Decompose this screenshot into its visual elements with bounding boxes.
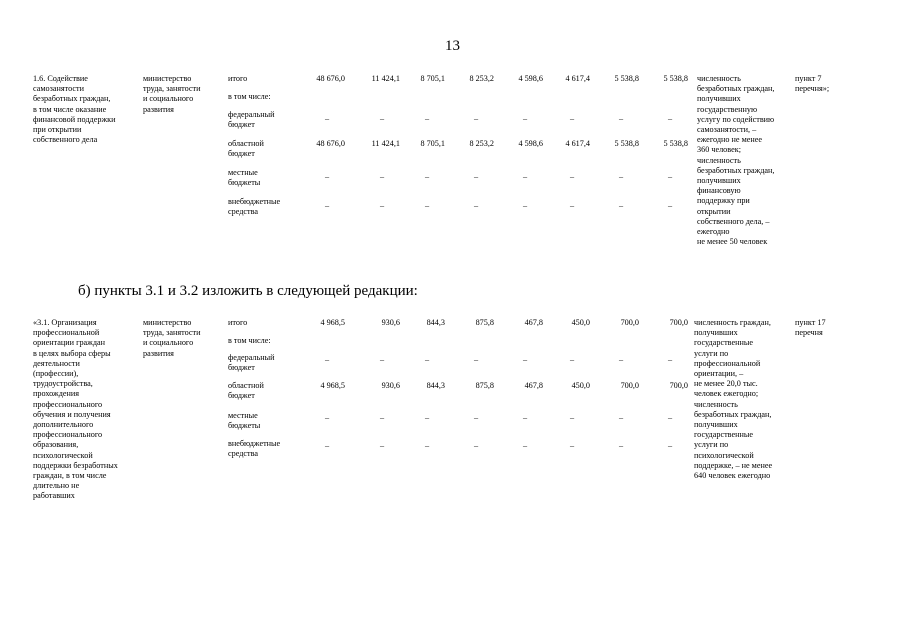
row-value: 8 705,1 bbox=[420, 139, 445, 148]
row-value: 48 676,0 bbox=[316, 139, 345, 148]
row-value: – bbox=[668, 413, 673, 422]
item-3-1-text: «3.1. Организация профессиональной ориентации граждан в целях выбора сферы деятельности (профессии), трудоустройства, прохождения профессионального обучения и получения дополнительного профессионального образования, психологической поддержки безработных граждан, в том числе длительно не работавших bbox=[33, 318, 118, 501]
row-value: – bbox=[474, 413, 479, 422]
row-label: областной бюджет bbox=[228, 381, 264, 401]
executor-3-1: министерство труда, занятости и социального развития bbox=[143, 318, 201, 358]
row-value: – bbox=[619, 413, 624, 422]
row-value: – bbox=[619, 355, 624, 364]
row-value: – bbox=[570, 355, 575, 364]
row-value: 467,8 bbox=[524, 381, 543, 390]
row-label: итого bbox=[228, 74, 248, 83]
row-value: – bbox=[523, 201, 528, 210]
row-value: – bbox=[523, 172, 528, 181]
row-value: – bbox=[570, 201, 575, 210]
row-value: – bbox=[425, 441, 430, 450]
row-value: 875,8 bbox=[475, 381, 494, 390]
row-value: 700,0 bbox=[669, 318, 688, 327]
row-label: в том числе: bbox=[228, 92, 271, 101]
reference-3-1: пункт 17 перечня bbox=[795, 318, 826, 338]
row-value: 4 617,4 bbox=[565, 74, 590, 83]
row-value: 5 538,8 bbox=[663, 74, 688, 83]
row-value: – bbox=[380, 441, 385, 450]
row-label: федеральный бюджет bbox=[228, 110, 275, 130]
row-value: – bbox=[380, 172, 385, 181]
row-value: – bbox=[474, 355, 479, 364]
row-value: 4 598,6 bbox=[518, 139, 543, 148]
row-value: – bbox=[523, 114, 528, 123]
row-value: – bbox=[474, 172, 479, 181]
row-value: 8 253,2 bbox=[469, 74, 494, 83]
row-value: – bbox=[668, 355, 673, 364]
row-value: 11 424,1 bbox=[371, 74, 400, 83]
row-value: 930,6 bbox=[381, 381, 400, 390]
row-value: – bbox=[325, 441, 330, 450]
indicator-1-6: численность безработных граждан, получивших государственную услугу по содействию самозанятости, – ежегодно не менее 360 человек; численность безработных граждан, получивших финансовую поддержку при открытии собственного дела, – ежегодно не менее 50 человек bbox=[697, 74, 775, 247]
row-value: 11 424,1 bbox=[371, 139, 400, 148]
row-label: внебюджетные средства bbox=[228, 439, 281, 459]
row-value: – bbox=[474, 201, 479, 210]
row-value: 700,0 bbox=[620, 381, 639, 390]
row-value: – bbox=[474, 441, 479, 450]
row-value: 467,8 bbox=[524, 318, 543, 327]
row-label: внебюджетные средства bbox=[228, 197, 281, 217]
row-label: областной бюджет bbox=[228, 139, 264, 159]
indicator-3-1: численность граждан, получивших государственные услуги по профессиональной ориентации, – не менее 20,0 тыс. человек ежегодно; численность безработных граждан, получивших государственные услуги по психологической поддержке, – не менее 640 человек ежегодно bbox=[694, 318, 773, 481]
row-value: 8 705,1 bbox=[420, 74, 445, 83]
row-value: – bbox=[619, 441, 624, 450]
row-value: – bbox=[523, 355, 528, 364]
row-label: местные бюджеты bbox=[228, 411, 261, 431]
row-value: – bbox=[380, 114, 385, 123]
row-value: 4 598,6 bbox=[518, 74, 543, 83]
row-value: – bbox=[570, 114, 575, 123]
row-value: 700,0 bbox=[669, 381, 688, 390]
row-value: – bbox=[325, 201, 330, 210]
row-value: 4 968,5 bbox=[320, 318, 345, 327]
row-value: – bbox=[425, 172, 430, 181]
row-value: – bbox=[325, 355, 330, 364]
row-value: – bbox=[570, 413, 575, 422]
row-value: – bbox=[425, 355, 430, 364]
row-value: 844,3 bbox=[426, 381, 445, 390]
row-value: 5 538,8 bbox=[614, 139, 639, 148]
reference-1-6: пункт 7 перечня»; bbox=[795, 74, 830, 94]
row-value: – bbox=[325, 114, 330, 123]
row-value: 700,0 bbox=[620, 318, 639, 327]
row-label: местные бюджеты bbox=[228, 168, 261, 188]
row-value: – bbox=[570, 441, 575, 450]
row-value: – bbox=[668, 172, 673, 181]
row-value: – bbox=[474, 114, 479, 123]
row-value: 875,8 bbox=[475, 318, 494, 327]
row-value: 48 676,0 bbox=[316, 74, 345, 83]
row-value: – bbox=[668, 441, 673, 450]
row-label: в том числе: bbox=[228, 336, 271, 345]
row-value: – bbox=[425, 413, 430, 422]
row-value: 450,0 bbox=[571, 381, 590, 390]
section-heading: б) пункты 3.1 и 3.2 изложить в следующей редакции: bbox=[78, 283, 418, 299]
executor-1-6: министерство труда, занятости и социального развития bbox=[143, 74, 201, 114]
row-label: федеральный бюджет bbox=[228, 353, 275, 373]
row-value: – bbox=[325, 172, 330, 181]
row-value: – bbox=[668, 201, 673, 210]
row-value: – bbox=[380, 355, 385, 364]
row-value: – bbox=[523, 413, 528, 422]
row-value: 930,6 bbox=[381, 318, 400, 327]
row-value: 4 968,5 bbox=[320, 381, 345, 390]
row-value: 5 538,8 bbox=[663, 139, 688, 148]
row-value: 5 538,8 bbox=[614, 74, 639, 83]
page-number: 13 bbox=[445, 38, 460, 54]
row-value: – bbox=[523, 441, 528, 450]
row-value: – bbox=[325, 413, 330, 422]
row-value: – bbox=[380, 201, 385, 210]
row-value: – bbox=[570, 172, 575, 181]
row-value: 450,0 bbox=[571, 318, 590, 327]
row-value: – bbox=[425, 201, 430, 210]
row-value: – bbox=[619, 172, 624, 181]
row-value: 8 253,2 bbox=[469, 139, 494, 148]
row-value: – bbox=[619, 201, 624, 210]
row-value: – bbox=[425, 114, 430, 123]
row-value: 844,3 bbox=[426, 318, 445, 327]
row-label: итого bbox=[228, 318, 248, 327]
item-1-6-text: 1.6. Содействие самозанятости безработных граждан, в том числе оказание финансовой поддержки при открытии собственного дела bbox=[33, 74, 116, 145]
row-value: – bbox=[619, 114, 624, 123]
row-value: 4 617,4 bbox=[565, 139, 590, 148]
row-value: – bbox=[380, 413, 385, 422]
row-value: – bbox=[668, 114, 673, 123]
